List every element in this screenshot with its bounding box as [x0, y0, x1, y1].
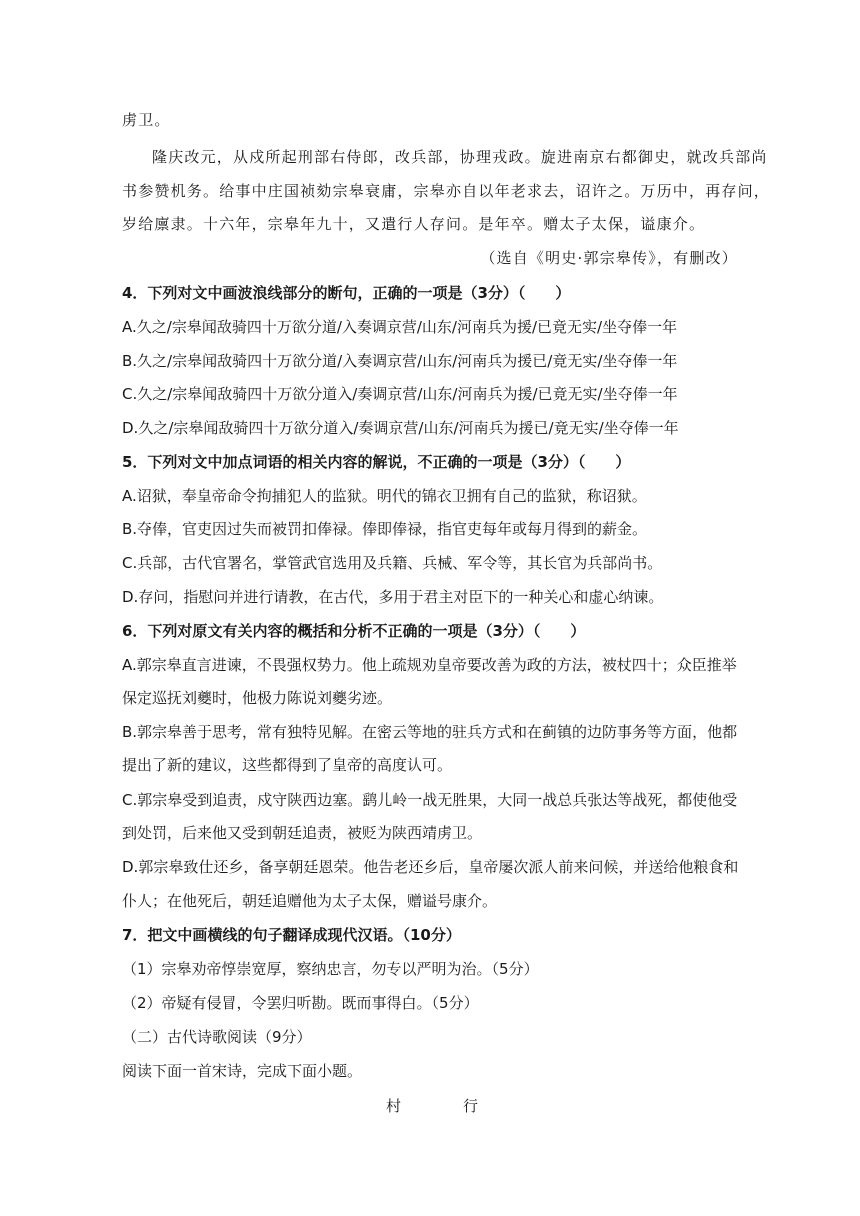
q6-option-a: A.郭宗皋直言进谏，不畏强权势力。他上疏规劝皇帝要改善为政的方法，被杖四十；众臣推举	[122, 656, 737, 674]
q7-item-1: （1）宗皋劝帝惇崇宽厚，察纳忠言，勿专以严明为治。（5分）	[122, 960, 539, 978]
q6-option-d: D.郭宗皋致仕还乡，备享朝廷恩荣。他告老还乡后，皇帝屡次派人前来问候，并送给他粮食和	[122, 858, 739, 876]
q7-item-2: （2）帝疑有侵冒，令罢归听勘。既而事得白。（5分）	[122, 994, 479, 1012]
q4-option-b: B.久之/宗皋闻敌骑四十万欲分道/入奏调京营/山东/河南兵为援已/竟无实/坐夺俸一年	[122, 352, 678, 370]
q6-option-d-cont: 仆人；在他死后，朝廷追赠他为太子太保，赠谥号康介。	[122, 892, 498, 910]
q6-option-b: B.郭宗皋善于思考，常有独特见解。在密云等地的驻兵方式和在蓟镇的边防事务等方面，他都	[122, 723, 738, 741]
question-5-stem: 5．下列对文中加点词语的相关内容的解说，不正确的一项是（3分）（ ）	[122, 453, 631, 471]
q5-option-c: C.兵部，古代官署名，掌管武官选用及兵籍、兵械、军令等，其长官为兵部尚书。	[122, 554, 663, 572]
q6-option-c: C.郭宗皋受到追责，戍守陕西边塞。鹞儿岭一战无胜果，大同一战总兵张达等战死，都使他受	[122, 791, 738, 809]
q5-option-d: D.存问，指慰问并进行请教，在古代，多用于君主对臣下的一种关心和虚心纳谏。	[122, 588, 664, 606]
q4-option-c: C.久之/宗皋闻敌骑四十万欲分道入/奏调京营/山东/河南兵为援/已竟无实/坐夺俸一年	[122, 385, 678, 403]
q4-option-a: A.久之/宗皋闻敌骑四十万欲分道/入奏调京营/山东/河南兵为援/已竟无实/坐夺俸一年	[122, 318, 678, 336]
q4-option-d: D.久之/宗皋闻敌骑四十万欲分道入/奏调京营/山东/河南兵为援已/竟无实/坐夺俸一年	[122, 419, 679, 437]
q6-option-a-cont: 保定巡抚刘夔时，他极力陈说刘夔劣迹。	[122, 689, 393, 707]
q5-option-b: B.夺俸，官吏因过失而被罚扣俸禄。俸即俸禄，指官吏每年或每月得到的薪金。	[122, 520, 648, 538]
passage-line: 岁给廪隶。十六年，宗皋年九十，又遣行人存问。是年卒。赠太子太保，谥康介。	[122, 215, 706, 233]
question-6-stem: 6．下列对原文有关内容的概括和分析不正确的一项是（3分）（ ）	[122, 622, 586, 640]
passage-source: （选自《明史·郭宗皋传》，有删改）	[480, 249, 738, 267]
passage-line: 隆庆改元，从戍所起刑部右侍郎，改兵部，协理戎政。旋进南京右都御史，就改兵部尚	[152, 148, 768, 166]
poem-title	[386, 1096, 478, 1116]
q6-option-c-cont: 到处罚，后来他又受到朝廷追责，被贬为陕西靖虏卫。	[122, 824, 483, 842]
question-4-stem: 4．下列对文中画波浪线部分的断句，正确的一项是（3分）（ ）	[122, 284, 571, 302]
poem-title-char: 行	[463, 1097, 479, 1115]
passage-line: 书参赞机务。给事中庄国祯劾宗皋衰庸，宗皋亦自以年老求去，诏许之。万历中，再存问，	[122, 182, 771, 200]
section-heading: （二）古代诗歌阅读（9分）	[122, 1028, 312, 1046]
q5-option-a: A.诏狱，奉皇帝命令拘捕犯人的监狱。明代的锦衣卫拥有自己的监狱，称诏狱。	[122, 487, 647, 505]
section-instruction: 阅读下面一首宋诗，完成下面小题。	[122, 1062, 363, 1080]
passage-line: 虏卫。	[122, 111, 171, 129]
poem-title-char: 村	[386, 1097, 402, 1115]
q6-option-b-cont: 提出了新的建议，这些都得到了皇帝的高度认可。	[122, 756, 453, 774]
question-7-stem: 7．把文中画横线的句子翻译成现代汉语。（10分）	[122, 926, 461, 944]
